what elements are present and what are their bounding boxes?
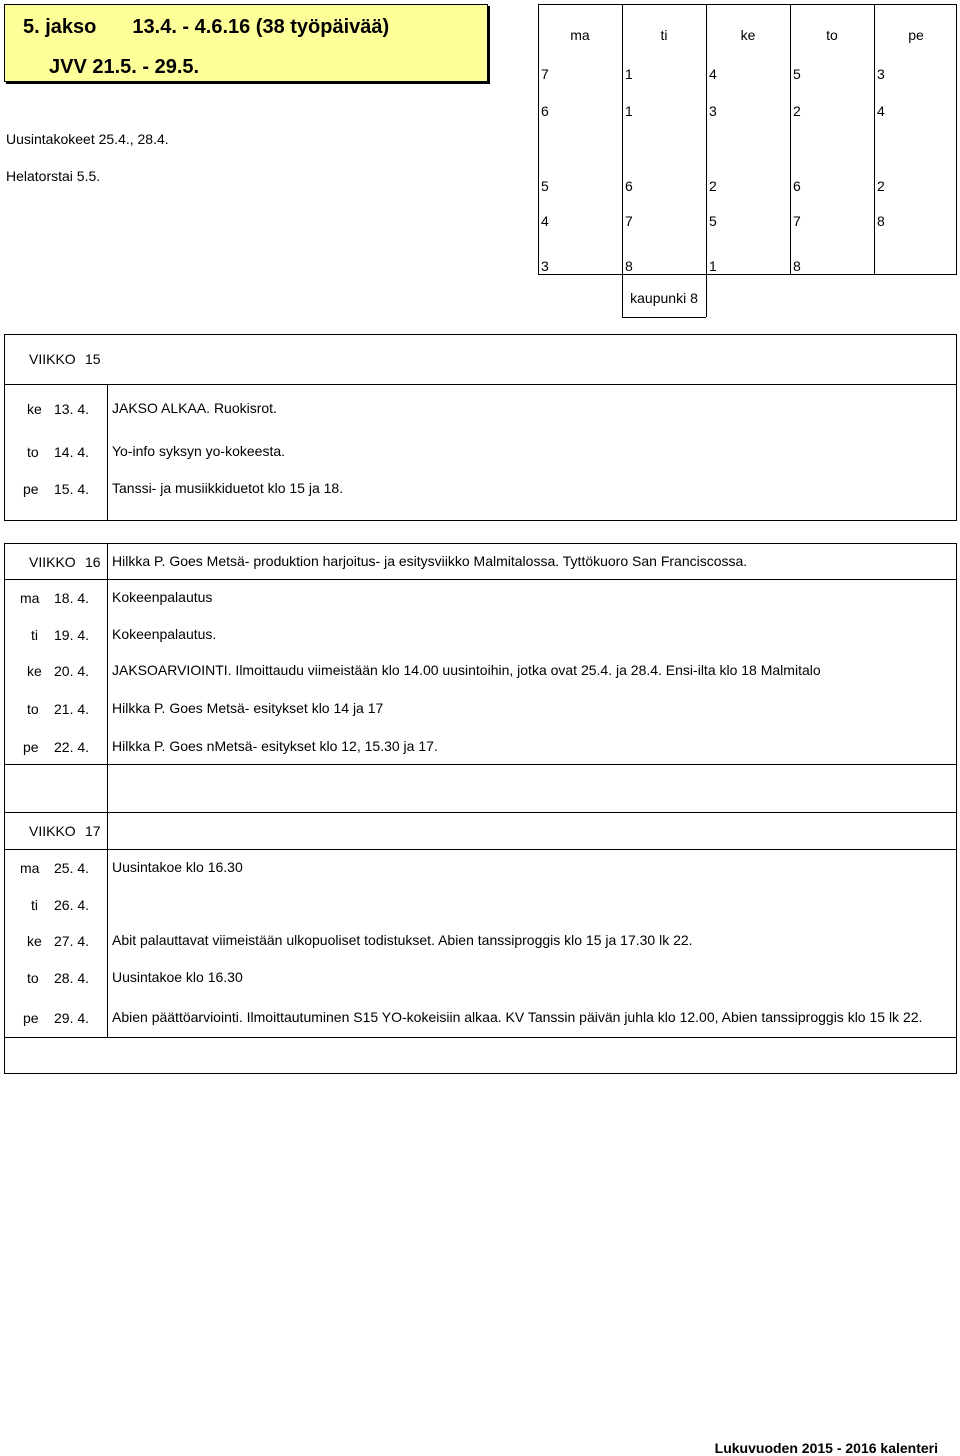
timetable-cell: 8 [625,258,633,274]
period-title [23,16,389,39]
timetable-cell: 5 [709,213,717,229]
timetable-cell: 6 [625,178,633,194]
day-date: 29. 4. [54,1010,90,1026]
day-date: 14. 4. [54,444,90,460]
timetable-cell: 3 [877,66,885,82]
timetable-cell: 1 [625,103,633,119]
timetable-extra: kaupunki 8 [630,290,698,306]
timetable-day-header: to [826,27,838,43]
timetable-cell: 7 [541,66,549,82]
weekday-label: ke [27,401,42,417]
day-date: 19. 4. [54,627,90,643]
week-label: VIIKKO [29,823,76,839]
timetable-cell: 4 [709,66,717,82]
day-event: Yo-info syksyn yo-kokeesta. [112,443,286,459]
timetable-cell: 8 [793,258,801,274]
day-date: 26. 4. [54,897,90,913]
period-title-box [4,4,488,82]
weekday-label: ma [20,590,40,606]
weekday-label: ke [27,933,42,949]
timetable-cell: 4 [877,103,885,119]
timetable-cell: 7 [625,213,633,229]
timetable-cell: 4 [541,213,549,229]
ascension-day-note: Helatorstai 5.5. [6,168,101,184]
day-date: 15. 4. [54,481,90,497]
weekday-label: pe [23,1010,39,1026]
day-date: 13. 4. [54,401,90,417]
day-date: 21. 4. [54,701,90,717]
weekday-label: to [27,444,39,460]
timetable-cell: 6 [541,103,549,119]
timetable-cell: 8 [877,213,885,229]
weekday-label: to [27,701,39,717]
timetable-cell: 5 [793,66,801,82]
timetable-cell: 2 [877,178,885,194]
weekday-label: ti [31,627,38,643]
retake-exams-note: Uusintakokeet 25.4., 28.4. [6,131,169,147]
timetable-day-header: ma [570,27,590,43]
week-note: Hilkka P. Goes Metsä- produktion harjoitus- ja esitysviikko Malmitalossa. Tyttökuoro San Franciscossa. [112,553,748,569]
day-event: Hilkka P. Goes Metsä- esitykset klo 14 ja 17 [112,700,384,716]
week-label: VIIKKO [29,351,76,367]
week-number: 17 [85,823,101,839]
week-number: 16 [85,554,101,570]
day-date: 20. 4. [54,663,90,679]
day-date: 25. 4. [54,860,90,876]
day-event: Uusintakoe klo 16.30 [112,859,243,875]
weekday-label: to [27,970,39,986]
day-event: JAKSO ALKAA. Ruokisrot. [112,400,277,416]
weekday-label: ti [31,897,38,913]
day-event: Hilkka P. Goes nMetsä- esitykset klo 12, 15.30 ja 17. [112,738,438,754]
weekday-label: pe [23,481,39,497]
day-date: 18. 4. [54,590,90,606]
timetable-cell: 3 [541,258,549,274]
calendar-footer: Lukuvuoden 2015 - 2016 kalenteri [714,1440,938,1456]
timetable-cell: 1 [709,258,717,274]
timetable-cell: 2 [793,103,801,119]
day-event: Tanssi- ja musiikkiduetot klo 15 ja 18. [112,480,344,496]
day-event: Kokeenpalautus. [112,626,217,642]
jvv-dates: JVV 21.5. - 29.5. [49,56,200,78]
period-dates: 13.4. - 4.6.16 (38 työpäivää) [132,16,390,38]
timetable-cell: 1 [625,66,633,82]
day-date: 27. 4. [54,933,90,949]
day-event: Kokeenpalautus [112,589,213,605]
timetable-cell: 2 [709,178,717,194]
day-date: 28. 4. [54,970,90,986]
weekday-label: pe [23,739,39,755]
period-name: 5. jakso [23,16,97,38]
week-label: VIIKKO [29,554,76,570]
week-number: 15 [85,351,101,367]
timetable-day-header: ti [660,27,668,43]
weekday-label: ma [20,860,40,876]
day-date: 22. 4. [54,739,90,755]
timetable-day-header: ke [740,27,756,43]
timetable-day-header: pe [908,27,924,43]
day-event: Uusintakoe klo 16.30 [112,969,243,985]
day-event: Abien päättöarviointi. Ilmoittautuminen S15 YO-kokeisiin alkaa. KV Tanssin päivän juhla klo 12.00, Abien tanssiproggis klo 15 lk 22. [112,1009,923,1025]
timetable-cell: 6 [793,178,801,194]
day-event: Abit palauttavat viimeistään ulkopuoliset todistukset. Abien tanssiproggis klo 15 ja 17.30 lk 22. [112,932,693,948]
timetable-cell: 5 [541,178,549,194]
timetable-cell: 3 [709,103,717,119]
timetable-cell: 7 [793,213,801,229]
day-event: JAKSOARVIOINTI. Ilmoittaudu viimeistään klo 14.00 uusintoihin, jotka ovat 25.4. ja 28.4. Ensi-ilta klo 18 Malmitalo [112,662,821,678]
weekday-label: ke [27,663,42,679]
